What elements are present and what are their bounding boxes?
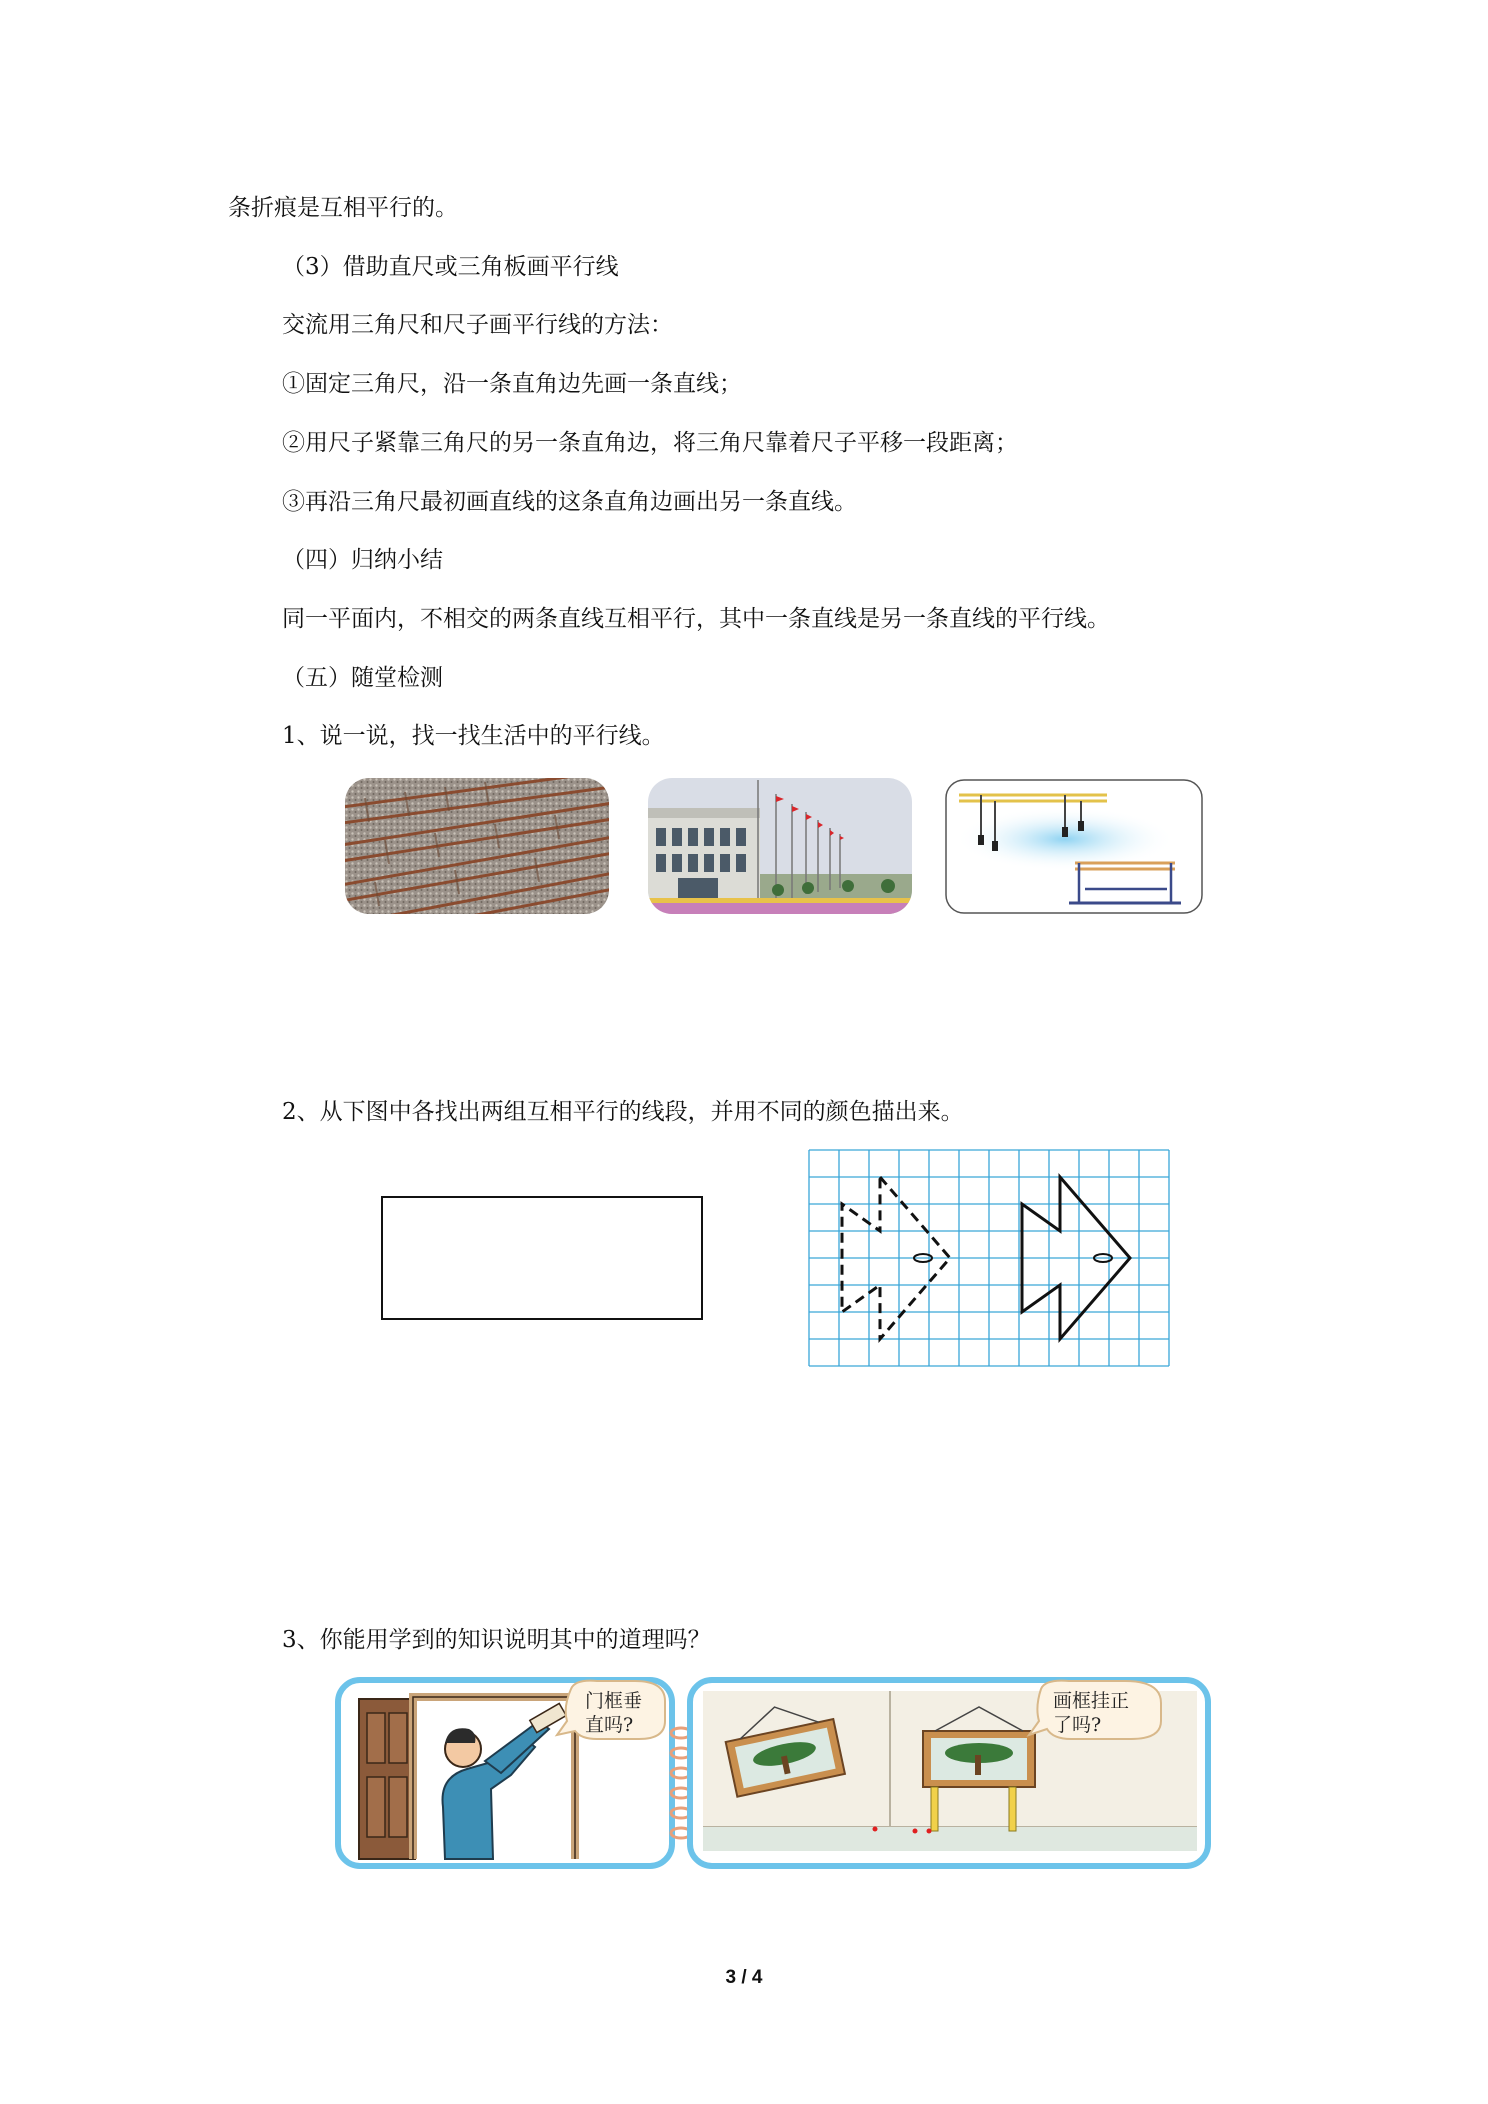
bubble-frame-line2: 了吗? [1053,1714,1102,1736]
bubble-frame-line1: 画框挂正 [1053,1690,1130,1712]
subheading-draw-parallel: （3）借助直尺或三角板画平行线 [282,254,619,280]
step-1: ①固定三角尺，沿一条直角边先画一条直线； [282,371,742,397]
question-1: 1、说一说，找一找生活中的平行线。 [282,723,665,749]
bubble-door-line1: 门框垂 [585,1690,643,1712]
step-3: ③再沿三角尺最初画直线的这条直角边画出另一条直线。 [282,489,857,515]
text-line-1: 条折痕是互相平行的。 [228,195,458,221]
parallel-bars-drawing [945,779,1203,914]
page-number: 3 / 4 [725,1967,763,1988]
step-2: ②用尺子紧靠三角尺的另一条直角边，将三角尺靠着尺子平移一段距离； [282,430,1018,456]
rectangle-figure [380,1195,706,1323]
flagpoles-building-image [648,778,912,914]
railway-tracks-image [345,778,609,914]
section-heading-test: （五）随堂检测 [282,665,443,691]
question-3: 3、你能用学到的知识说明其中的道理吗？ [282,1627,711,1653]
section-heading-summary: （四）归纳小结 [282,547,443,573]
question-2: 2、从下图中各找出两组互相平行的线段，并用不同的颜色描出来。 [282,1099,964,1125]
door-frame-and-picture-illustration [335,1677,1213,1869]
bubble-door-line2: 直吗? [585,1714,634,1736]
summary-text: 同一平面内，不相交的两条直线互相平行，其中一条直线是另一条直线的平行线。 [282,606,1110,632]
grid-arrow-figures [808,1149,1172,1371]
text-line-method-intro: 交流用三角尺和尺子画平行线的方法： [282,312,673,338]
